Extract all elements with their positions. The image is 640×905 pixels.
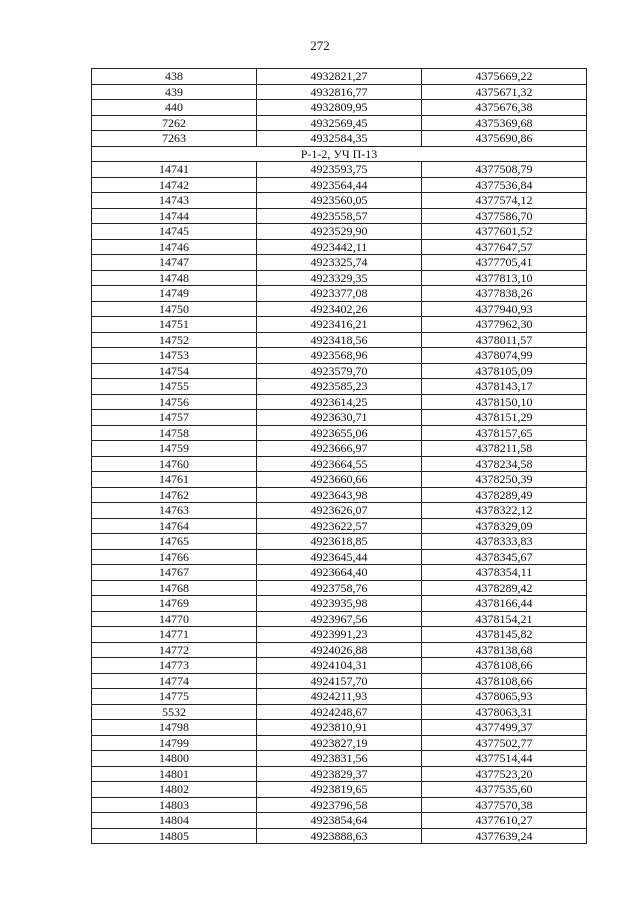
x-coordinate-cell: 4924104,31 [257,658,422,674]
x-coordinate-cell: 4923568,96 [257,348,422,364]
x-coordinate-cell: 4923402,26 [257,301,422,317]
point-number-cell: 14773 [92,658,257,674]
table-row [92,518,587,534]
point-number-cell: 14750 [92,301,257,317]
point-number-cell: 14767 [92,565,257,581]
point-number-cell: 14762 [92,487,257,503]
y-coordinate-cell: 4377813,10 [422,270,587,286]
y-coordinate-cell: 4375669,22 [422,69,587,85]
point-number-cell: 14751 [92,317,257,333]
y-coordinate-cell: 4378011,57 [422,332,587,348]
point-number-cell: 14745 [92,224,257,240]
point-number-cell: 14747 [92,255,257,271]
table-row [92,658,587,674]
table-row [92,270,587,286]
x-coordinate-cell: 4924026,88 [257,642,422,658]
table-row [92,208,587,224]
point-number-cell: 14800 [92,751,257,767]
x-coordinate-cell: 4923854,64 [257,813,422,829]
table-row [92,379,587,395]
x-coordinate-cell: 4923645,44 [257,549,422,565]
x-coordinate-cell: 4932821,27 [257,69,422,85]
x-coordinate-cell: 4923643,98 [257,487,422,503]
x-coordinate-cell: 4923666,97 [257,441,422,457]
point-number-cell: 439 [92,84,257,100]
y-coordinate-cell: 4377838,26 [422,286,587,302]
x-coordinate-cell: 4923325,74 [257,255,422,271]
y-coordinate-cell: 4378150,10 [422,394,587,410]
point-number-cell: 440 [92,100,257,116]
y-coordinate-cell: 4378234,58 [422,456,587,472]
table-row [92,410,587,426]
x-coordinate-cell: 4923664,55 [257,456,422,472]
table-row [92,441,587,457]
point-number-cell: 438 [92,69,257,85]
point-number-cell: 14753 [92,348,257,364]
x-coordinate-cell: 4923827,19 [257,735,422,751]
table-row [92,580,587,596]
y-coordinate-cell: 4378250,39 [422,472,587,488]
table-row [92,177,587,193]
y-coordinate-cell: 4377586,70 [422,208,587,224]
y-coordinate-cell: 4377601,52 [422,224,587,240]
y-coordinate-cell: 4378143,17 [422,379,587,395]
point-number-cell: 14801 [92,766,257,782]
x-coordinate-cell: 4923529,90 [257,224,422,240]
y-coordinate-cell: 4377514,44 [422,751,587,767]
point-number-cell: 14755 [92,379,257,395]
y-coordinate-cell: 4375676,38 [422,100,587,116]
table-row [92,332,587,348]
x-coordinate-cell: 4932569,45 [257,115,422,131]
y-coordinate-cell: 4378289,49 [422,487,587,503]
table-row [92,534,587,550]
x-coordinate-cell: 4923796,58 [257,797,422,813]
table-row [92,766,587,782]
x-coordinate-cell: 4923564,44 [257,177,422,193]
point-number-cell: 14771 [92,627,257,643]
table-row [92,503,587,519]
x-coordinate-cell: 4923758,76 [257,580,422,596]
point-number-cell: 7263 [92,131,257,147]
table-row [92,751,587,767]
x-coordinate-cell: 4923935,98 [257,596,422,612]
y-coordinate-cell: 4378151,29 [422,410,587,426]
y-coordinate-cell: 4375690,86 [422,131,587,147]
section-label: Р-1-2, УЧ П-13 [92,146,587,162]
table-row [92,735,587,751]
point-number-cell: 14769 [92,596,257,612]
table-body-before [92,69,587,147]
table-row [92,611,587,627]
y-coordinate-cell: 4377502,77 [422,735,587,751]
y-coordinate-cell: 4378063,31 [422,704,587,720]
x-coordinate-cell: 4924248,67 [257,704,422,720]
table-row [92,348,587,364]
x-coordinate-cell: 4923819,65 [257,782,422,798]
table-row [92,224,587,240]
point-number-cell: 14768 [92,580,257,596]
x-coordinate-cell: 4923660,66 [257,472,422,488]
x-coordinate-cell: 4924157,70 [257,673,422,689]
y-coordinate-cell: 4377570,38 [422,797,587,813]
y-coordinate-cell: 4378211,58 [422,441,587,457]
table-row [92,673,587,689]
table-row [92,425,587,441]
table-row [92,255,587,271]
table-row [92,394,587,410]
y-coordinate-cell: 4378157,65 [422,425,587,441]
table-row [92,797,587,813]
y-coordinate-cell: 4378329,09 [422,518,587,534]
point-number-cell: 14804 [92,813,257,829]
point-number-cell: 14764 [92,518,257,534]
x-coordinate-cell: 4923626,07 [257,503,422,519]
section-header-group [92,146,587,162]
point-number-cell: 14774 [92,673,257,689]
y-coordinate-cell: 4378145,82 [422,627,587,643]
x-coordinate-cell: 4923831,56 [257,751,422,767]
point-number-cell: 14802 [92,782,257,798]
x-coordinate-cell: 4923560,05 [257,193,422,209]
table-row [92,720,587,736]
point-number-cell: 14758 [92,425,257,441]
y-coordinate-cell: 4377535,60 [422,782,587,798]
x-coordinate-cell: 4923614,25 [257,394,422,410]
y-coordinate-cell: 4377508,79 [422,162,587,178]
table-row [92,642,587,658]
x-coordinate-cell: 4923888,63 [257,828,422,844]
x-coordinate-cell: 4923418,56 [257,332,422,348]
point-number-cell: 14746 [92,239,257,255]
y-coordinate-cell: 4378065,93 [422,689,587,705]
x-coordinate-cell: 4923618,85 [257,534,422,550]
x-coordinate-cell: 4923593,75 [257,162,422,178]
y-coordinate-cell: 4375369,68 [422,115,587,131]
y-coordinate-cell: 4378345,67 [422,549,587,565]
x-coordinate-cell: 4923579,70 [257,363,422,379]
y-coordinate-cell: 4377536,84 [422,177,587,193]
x-coordinate-cell: 4923967,56 [257,611,422,627]
page-number: 272 [310,38,330,53]
y-coordinate-cell: 4378105,09 [422,363,587,379]
table-row [92,549,587,565]
point-number-cell: 14749 [92,286,257,302]
point-number-cell: 14741 [92,162,257,178]
point-number-cell: 14770 [92,611,257,627]
y-coordinate-cell: 4378354,11 [422,565,587,581]
table-row [92,363,587,379]
table-row [92,689,587,705]
point-number-cell: 14775 [92,689,257,705]
x-coordinate-cell: 4923585,23 [257,379,422,395]
table-row [92,596,587,612]
table-row [92,69,587,85]
table-row [92,317,587,333]
point-number-cell: 14752 [92,332,257,348]
section-header-row [92,146,587,162]
x-coordinate-cell: 4923810,91 [257,720,422,736]
y-coordinate-cell: 4377962,30 [422,317,587,333]
x-coordinate-cell: 4923655,06 [257,425,422,441]
table-row [92,782,587,798]
table-row [92,813,587,829]
table-row [92,286,587,302]
table-row [92,100,587,116]
y-coordinate-cell: 4378108,66 [422,673,587,689]
point-number-cell: 14754 [92,363,257,379]
x-coordinate-cell: 4923416,21 [257,317,422,333]
x-coordinate-cell: 4923329,35 [257,270,422,286]
coordinates-table [91,68,587,844]
table-row [92,131,587,147]
point-number-cell: 14798 [92,720,257,736]
x-coordinate-cell: 4924211,93 [257,689,422,705]
point-number-cell: 14803 [92,797,257,813]
table-row [92,704,587,720]
table-row [92,239,587,255]
table-row [92,487,587,503]
y-coordinate-cell: 4378154,21 [422,611,587,627]
point-number-cell: 14799 [92,735,257,751]
table-row [92,565,587,581]
point-number-cell: 14772 [92,642,257,658]
y-coordinate-cell: 4377639,24 [422,828,587,844]
y-coordinate-cell: 4375671,32 [422,84,587,100]
table-row [92,193,587,209]
table-row [92,115,587,131]
point-number-cell: 14742 [92,177,257,193]
point-number-cell: 5532 [92,704,257,720]
y-coordinate-cell: 4378333,83 [422,534,587,550]
point-number-cell: 14766 [92,549,257,565]
point-number-cell: 14759 [92,441,257,457]
table-body-after [92,162,587,844]
point-number-cell: 7262 [92,115,257,131]
y-coordinate-cell: 4377940,93 [422,301,587,317]
y-coordinate-cell: 4377705,41 [422,255,587,271]
table-row [92,162,587,178]
y-coordinate-cell: 4377523,20 [422,766,587,782]
y-coordinate-cell: 4377647,57 [422,239,587,255]
x-coordinate-cell: 4923664,40 [257,565,422,581]
y-coordinate-cell: 4377610,27 [422,813,587,829]
x-coordinate-cell: 4932816,77 [257,84,422,100]
x-coordinate-cell: 4923377,08 [257,286,422,302]
y-coordinate-cell: 4378322,12 [422,503,587,519]
table-row [92,627,587,643]
x-coordinate-cell: 4923829,37 [257,766,422,782]
point-number-cell: 14757 [92,410,257,426]
point-number-cell: 14761 [92,472,257,488]
x-coordinate-cell: 4932584,35 [257,131,422,147]
point-number-cell: 14744 [92,208,257,224]
y-coordinate-cell: 4378166,44 [422,596,587,612]
y-coordinate-cell: 4378074,99 [422,348,587,364]
x-coordinate-cell: 4923622,57 [257,518,422,534]
point-number-cell: 14763 [92,503,257,519]
x-coordinate-cell: 4923991,23 [257,627,422,643]
point-number-cell: 14765 [92,534,257,550]
table-row [92,828,587,844]
point-number-cell: 14748 [92,270,257,286]
table-row [92,472,587,488]
point-number-cell: 14760 [92,456,257,472]
y-coordinate-cell: 4378138,68 [422,642,587,658]
x-coordinate-cell: 4923630,71 [257,410,422,426]
y-coordinate-cell: 4378289,42 [422,580,587,596]
table-row [92,84,587,100]
y-coordinate-cell: 4377574,12 [422,193,587,209]
x-coordinate-cell: 4932809,95 [257,100,422,116]
table-row [92,456,587,472]
x-coordinate-cell: 4923442,11 [257,239,422,255]
point-number-cell: 14743 [92,193,257,209]
point-number-cell: 14805 [92,828,257,844]
table-row [92,301,587,317]
x-coordinate-cell: 4923558,57 [257,208,422,224]
y-coordinate-cell: 4378108,66 [422,658,587,674]
point-number-cell: 14756 [92,394,257,410]
y-coordinate-cell: 4377499,37 [422,720,587,736]
